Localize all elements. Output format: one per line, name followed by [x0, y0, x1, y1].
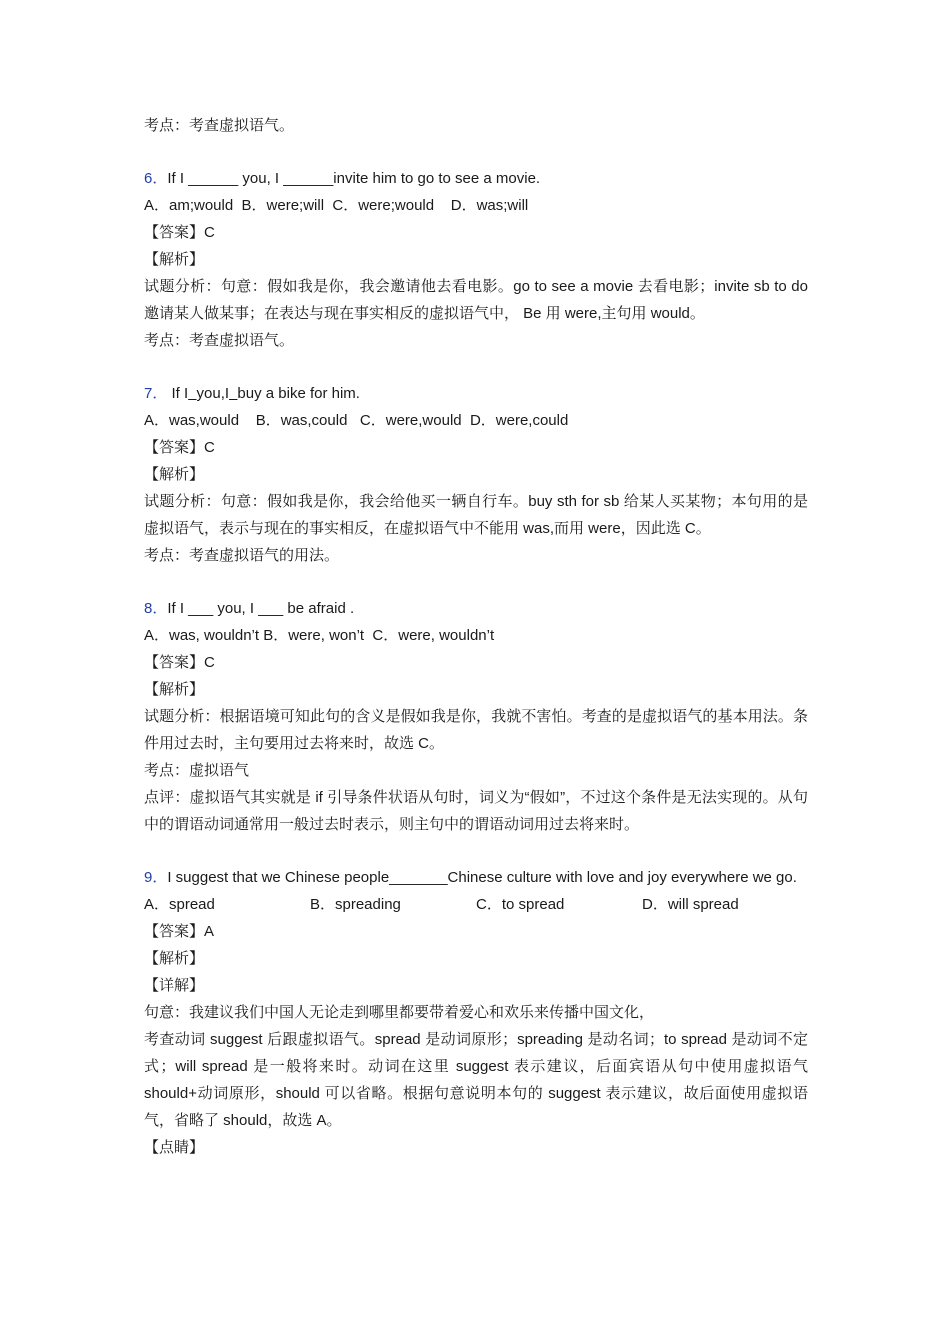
kaodian-text: 考点：考查虚拟语气。 — [144, 332, 295, 349]
question-7 — [144, 380, 808, 569]
question-text-c: buy a bike for him. — [237, 385, 360, 402]
jiexi-label: 【解析】 — [144, 681, 205, 698]
dianping-text: 点评：虚拟语气其实就是 if 引导条件状语从句时，词义为“假如”，不过这个条件是无法实现的。从句中的谓语动词通常用一般过去时表示，则主句中的谓语动词用过去将来时。 — [144, 789, 808, 833]
analysis-text: 考查动词 suggest 后跟虚拟语气。spread 是动词原形；spreading 是动名词；to spread 是动词不定式；will spread 是一般将来时。动词在这里 suggest 表示建议，后面宾语从句中使用虚拟语气 should+动词原形，should 可以省略。根据句意说明本句的 suggest 表示建议，故后面使用虚拟语气，省略了 should，故选 A。 — [144, 1031, 813, 1129]
answer-label: 【答案】A — [144, 923, 215, 940]
answer-options: A．was, wouldn’t B．were, won’t C．were, wouldn’t — [144, 627, 495, 644]
question-text-b: you,I — [196, 385, 230, 402]
kaodian-text: 考点：考查虚拟语气的用法。 — [144, 547, 340, 564]
question-number: 9． — [144, 869, 168, 886]
option-b: B．spreading — [310, 896, 401, 913]
question-stem — [144, 864, 808, 891]
question-number: 6． — [144, 170, 168, 187]
answer-options: A．was,would B．was,could C．were,would D．were,could — [144, 412, 569, 429]
answer-options: A．am;would B．were;will C．were;would D．was;will — [144, 197, 529, 214]
question-stem — [144, 165, 808, 192]
answer-label: 【答案】C — [144, 439, 215, 456]
question-number: 7． — [144, 385, 168, 402]
question-8 — [144, 595, 808, 838]
option-c: C．to spread — [476, 896, 565, 913]
dianjing-label: 【点睛】 — [144, 1139, 205, 1156]
question-text-a: If I — [171, 385, 189, 402]
question-stem — [144, 595, 808, 622]
question-6 — [144, 165, 813, 354]
analysis-text: 试题分析：句意：假如我是你，我会给他买一辆自行车。buy sth for sb 给某人买某物；本句用的是虚拟语气，表示与现在的事实相反，在虚拟语气中不能用 was,而用 were，因此选 C。 — [144, 493, 808, 537]
analysis-text: 试题分析：句意：假如我是你，我会邀请他去看电影。go to see a movie 去看电影；invite sb to do 邀请某人做某事；在表达与现在事实相反的虚拟语气中， Be 用 were,主句用 would。 — [144, 278, 813, 322]
question-stem — [144, 380, 808, 407]
jiexi-label: 【解析】 — [144, 950, 205, 967]
kaodian-text: 考点：考查虚拟语气。 — [144, 117, 295, 134]
jiexi-label: 【解析】 — [144, 251, 205, 268]
question-text: If I ______ you, I ______invite him to go to see a movie. — [167, 170, 541, 187]
answer-label: 【答案】C — [144, 224, 215, 241]
option-a: A．spread — [144, 896, 215, 913]
xiangjie-label: 【详解】 — [144, 977, 205, 994]
kaodian-text: 考点：虚拟语气 — [144, 762, 250, 779]
question-text: If I ___ you, I ___ be afraid . — [167, 600, 355, 617]
answer-label: 【答案】C — [144, 654, 215, 671]
juyi-text: 句意：我建议我们中国人无论走到哪里都要带着爱心和欢乐来传播中国文化， — [144, 1004, 655, 1021]
question-9 — [144, 864, 813, 1161]
question-text: I suggest that we Chinese people_______Chinese culture with love and joy everywhere we go. — [167, 869, 797, 886]
answer-options — [144, 891, 808, 918]
question-number: 8． — [144, 600, 168, 617]
document-body — [144, 112, 813, 1161]
jiexi-label: 【解析】 — [144, 466, 205, 483]
analysis-text: 试题分析：根据语境可知此句的含义是假如我是你，我就不害怕。考查的是虚拟语气的基本用法。条件用过去时，主句要用过去将来时，故选 C。 — [144, 708, 808, 752]
blank — [188, 385, 196, 402]
option-d: D．will spread — [642, 896, 739, 913]
